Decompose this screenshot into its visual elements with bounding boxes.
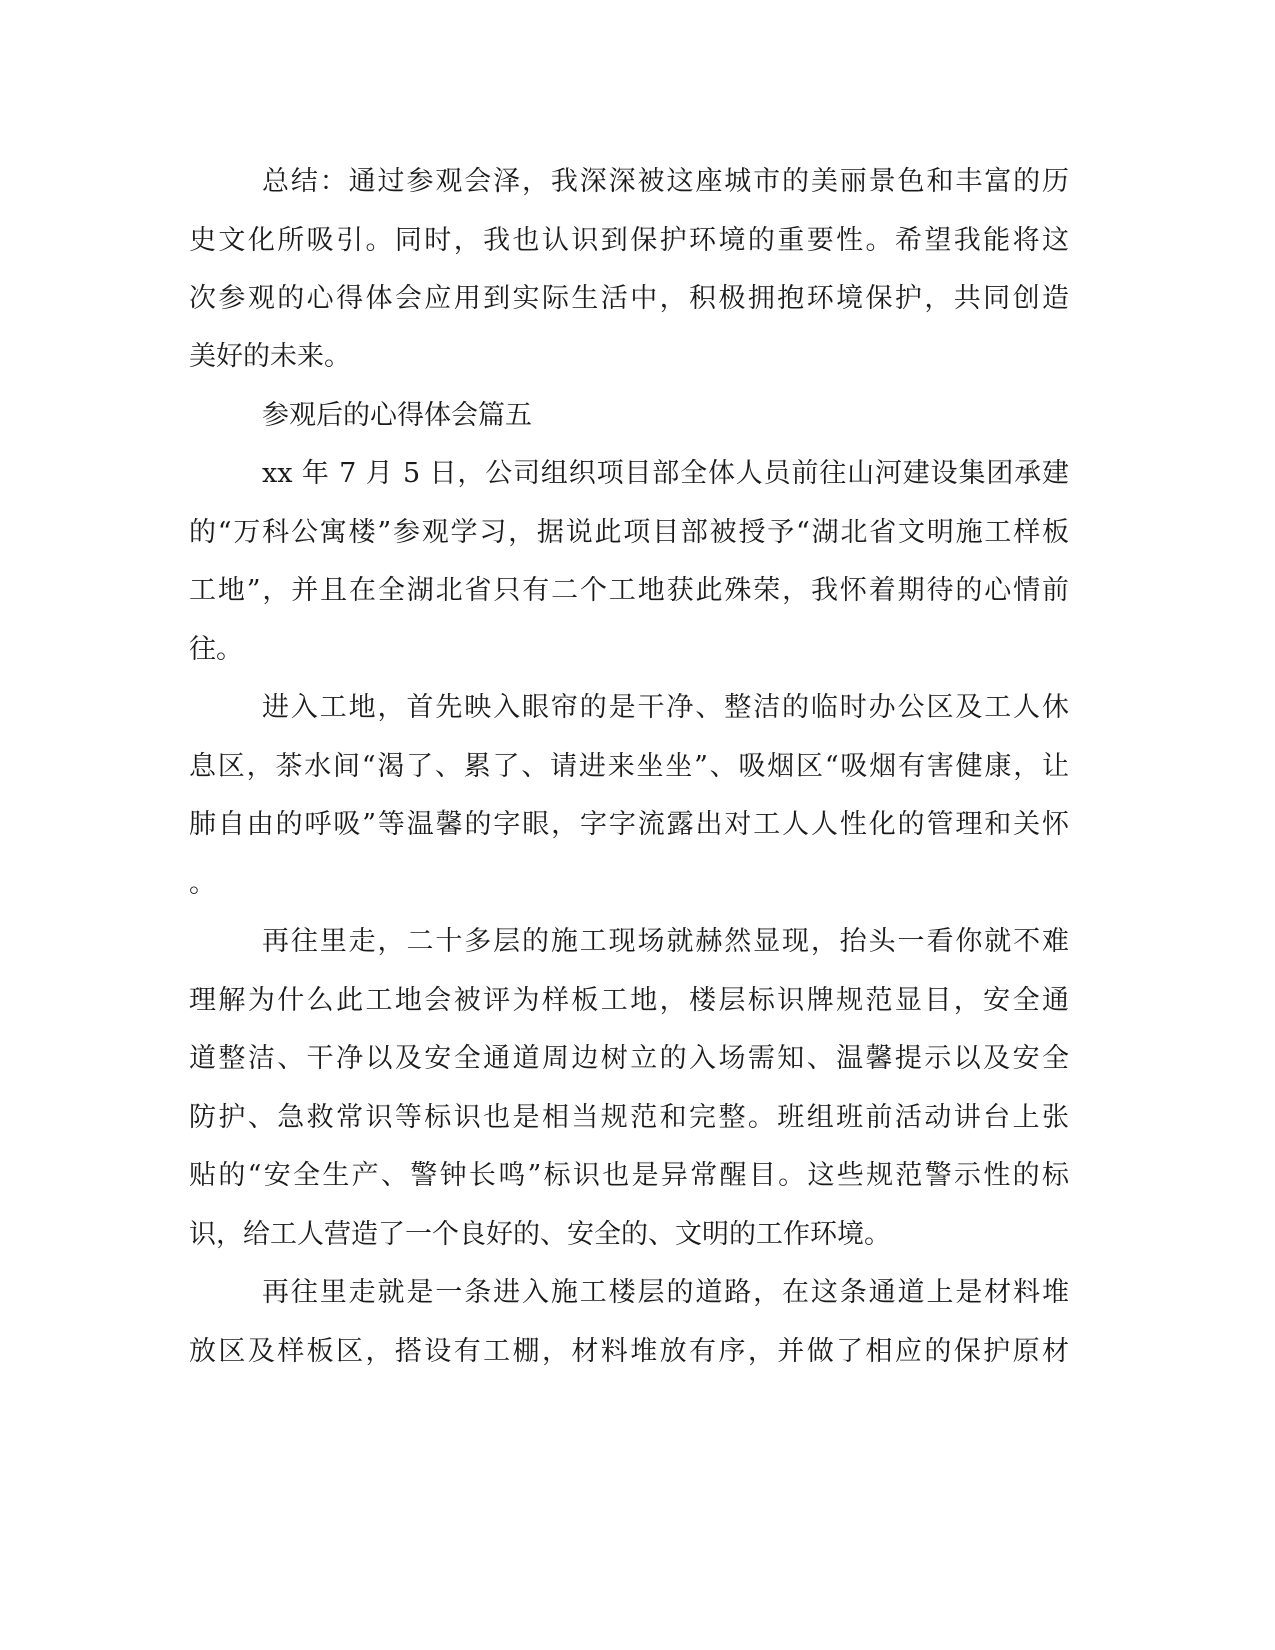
text-line: 往。 [189,634,243,665]
text-line: 肺自由的呼吸”等温馨的字眼，字字流露出对工人人性化的管理和关怀 [189,809,1069,840]
text-line: 次参观的心得体会应用到实际生活中，积极拥抱环境保护，共同创造 [189,283,1069,314]
text-line: 贴的“安全生产、警钟长鸣”标识也是异常醒目。这些规范警示性的标 [189,1160,1069,1191]
text-line: 美好的未来。 [189,341,351,372]
text-line: 进入工地，首先映入眼帘的是干净、整洁的临时办公区及工人休 [262,692,1069,723]
text-line: 总结：通过参观会泽，我深深被这座城市的美丽景色和丰富的历 [262,166,1069,197]
text-line: 放区及样板区，搭设有工棚，材料堆放有序，并做了相应的保护原材 [189,1336,1069,1367]
text-line: 道整洁、干净以及安全通道周边树立的入场需知、温馨提示以及安全 [189,1043,1069,1074]
text-line: xx 年 7 月 5 日，公司组织项目部全体人员前往山河建设集团承建 [262,458,1069,489]
text-line: 工地”，并且在全湖北省只有二个工地获此殊荣，我怀着期待的心情前 [189,575,1069,606]
text-line: 理解为什么此工地会被评为样板工地，楼层标识牌规范显目，安全通 [189,985,1069,1016]
text-line: 识，给工人营造了一个良好的、安全的、文明的工作环境。 [189,1219,891,1250]
text-line: 。 [189,868,216,899]
text-line: 再往里走就是一条进入施工楼层的道路，在这条通道上是材料堆 [262,1277,1069,1308]
text-line: 息区，茶水间“渴了、累了、请进来坐坐”、吸烟区“吸烟有害健康，让 [189,751,1069,782]
text-line: 史文化所吸引。同时，我也认识到保护环境的重要性。希望我能将这 [189,225,1069,256]
section-heading: 参观后的心得体会篇五 [262,400,532,431]
text-line: 再往里走，二十多层的施工现场就赫然显现，抬头一看你就不难 [262,926,1069,957]
text-line: 防护、急救常识等标识也是相当规范和完整。班组班前活动讲台上张 [189,1102,1069,1133]
text-line: 的“万科公寓楼”参观学习，据说此项目部被授予“湖北省文明施工样板 [189,517,1069,548]
